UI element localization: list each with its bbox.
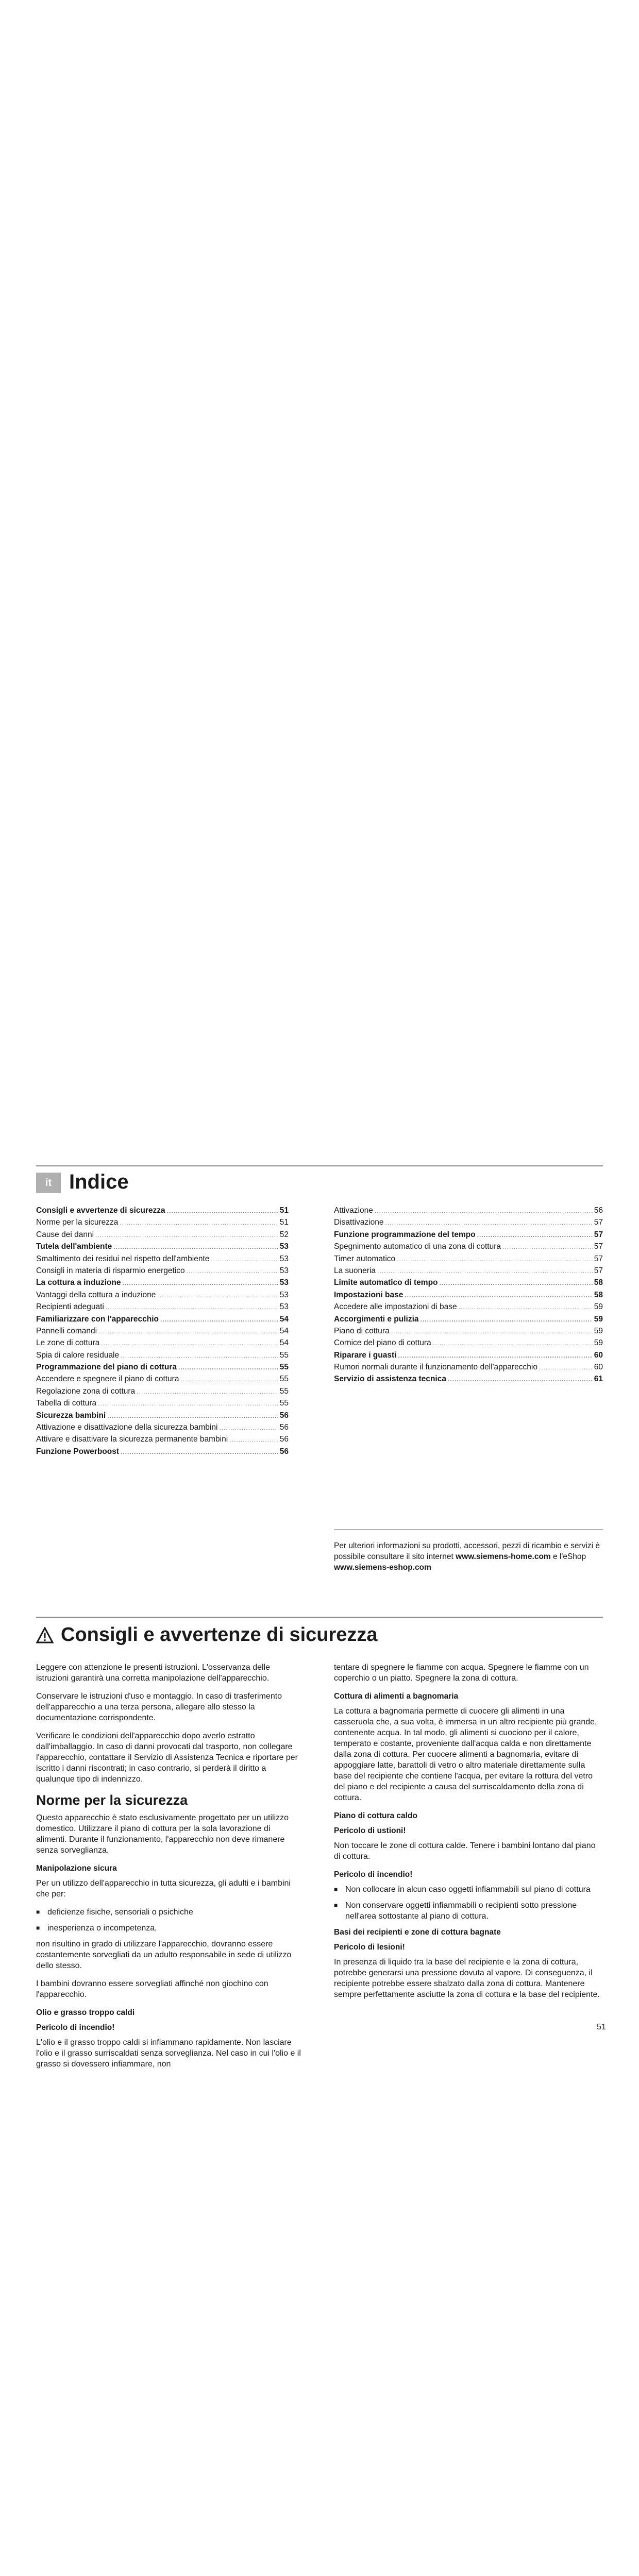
- toc-entry-title: Funzione Powerboost: [36, 1447, 120, 1456]
- index-title: Indice: [69, 1171, 129, 1193]
- toc-entry[interactable]: [334, 1205, 603, 1216]
- toc-entry[interactable]: [334, 1265, 603, 1277]
- siemens-eshop-link[interactable]: www.siemens-eshop.com: [334, 1563, 431, 1572]
- heading-pericolo-lesioni: Pericolo di lesioni!: [334, 1943, 405, 1952]
- toc-leader-dots: [405, 1290, 592, 1301]
- toc-leader-dots: [229, 1434, 278, 1446]
- toc-entry-page: 57: [594, 1266, 603, 1275]
- toc-leader-dots: [398, 1350, 592, 1362]
- toc-entry-page: 55: [279, 1375, 289, 1384]
- toc-leader-dots: [98, 1398, 278, 1410]
- toc-entry[interactable]: [36, 1289, 289, 1301]
- toc-entry-page: 57: [594, 1218, 603, 1227]
- toc-entry-page: 59: [594, 1314, 603, 1324]
- toc-entry-title: Rumori normali durante il funzionamento dell'apparecchio: [334, 1363, 537, 1372]
- toc-entry-page: 57: [594, 1230, 603, 1239]
- toc-entry-title: Sicurezza bambini: [36, 1411, 106, 1420]
- toc-entry-title: Timer automatico: [334, 1254, 396, 1263]
- toc-entry[interactable]: [36, 1253, 289, 1265]
- toc-leader-dots: [107, 1410, 278, 1422]
- toc-entry-title: Pannelli comandi: [36, 1326, 97, 1335]
- section-title: [36, 1624, 378, 1646]
- toc-entry-page: 53: [279, 1242, 289, 1251]
- toc-entry-title: La cottura a induzione: [36, 1278, 121, 1287]
- toc-leader-dots: [98, 1326, 278, 1337]
- toc-entry-page: 53: [279, 1266, 289, 1275]
- bullet-item: ■ inesperienza o incompetenza,: [36, 1923, 301, 1934]
- toc-leader-dots: [95, 1229, 278, 1241]
- toc-entry[interactable]: [334, 1337, 603, 1349]
- siemens-home-link[interactable]: www.siemens-home.com: [456, 1552, 551, 1561]
- toc-entry-page: 54: [279, 1326, 289, 1335]
- toc-leader-dots: [433, 1337, 593, 1349]
- toc-leader-dots: [440, 1277, 593, 1289]
- toc-entry-title: Cornice del piano di cottura: [334, 1338, 431, 1348]
- heading-piano-caldo: Piano di cottura caldo: [334, 1811, 417, 1820]
- toc-entry-page: 57: [594, 1242, 603, 1251]
- toc-entry-title: Attivazione e disattivazione della sicurezza bambini: [36, 1423, 218, 1432]
- toc-entry-title: Spia di calore residuale: [36, 1350, 120, 1360]
- toc-entry-page: 57: [594, 1254, 603, 1263]
- toc-entry-title: Impostazioni base: [334, 1290, 403, 1299]
- bullet-item: ■ Non collocare in alcun caso oggetti infiammabili sul piano di cottura: [334, 1884, 602, 1895]
- paragraph: Non toccare le zone di cottura calde. Tenere i bambini lontano dal piano di cottura.: [334, 1841, 596, 1861]
- warning-icon: [36, 1627, 54, 1643]
- paragraph: non risultino in grado di utilizzare l'apparecchio, dovranno essere costantemente sorvegliati da un adulto responsabile in sede di utilizzo dello stesso.: [36, 1940, 292, 1970]
- paragraph: La cottura a bagnomaria permette di cuocere gli alimenti in una casseruola che, a sua volta, è immersa in un altro recipiente più grande, contenente acqua. In tal modo, gli alimenti si cuociono per il calore, temperato e costante, proveniente dall'acqua calda e non direttamente dalla zona di cottura. Per cuocere alimenti a bagnomaria, evitare di appoggiare latte, barattoli di vetro o altro materiale direttamente sulla base del recipiente che contiene l'acqua, per evitare la rottura del vetro del piano e del recipiente a causa del surriscaldamento della zona di cottura.: [334, 1707, 597, 1802]
- toc-entry-title: Recipienti adeguati: [36, 1302, 104, 1312]
- toc-entry[interactable]: [36, 1433, 289, 1445]
- toc-entry-title: Familiarizzare con l'apparecchio: [36, 1314, 159, 1324]
- toc-leader-dots: [121, 1350, 278, 1362]
- toc-entry-page: 55: [279, 1399, 289, 1408]
- toc-entry-page: 59: [594, 1326, 603, 1335]
- toc-leader-dots: [178, 1362, 278, 1374]
- toc-entry[interactable]: [334, 1361, 603, 1373]
- toc-entry-page: 54: [279, 1338, 289, 1348]
- heading-pericolo-incendio: Pericolo di incendio!: [334, 1870, 413, 1879]
- toc-entry[interactable]: [36, 1265, 289, 1277]
- toc-entry-title: Le zone di cottura: [36, 1338, 100, 1348]
- toc-entry-page: 53: [279, 1302, 289, 1312]
- toc-entry-title: Accendere e spegnere il piano di cottura: [36, 1375, 179, 1384]
- toc-entry[interactable]: [36, 1205, 289, 1216]
- info-mid: e l'eShop: [550, 1552, 586, 1561]
- toc-entry[interactable]: [36, 1216, 289, 1228]
- toc-entry-title: Cause dei danni: [36, 1230, 94, 1239]
- toc-leader-dots: [122, 1277, 278, 1289]
- toc-entry-title: Accedere alle impostazioni di base: [334, 1302, 457, 1312]
- toc-entry-title: La suoneria: [334, 1266, 376, 1275]
- toc-leader-dots: [397, 1253, 593, 1265]
- toc-entry-page: 56: [279, 1423, 289, 1432]
- toc-entry-page: 60: [594, 1350, 603, 1360]
- toc-entry-page: 59: [594, 1302, 603, 1312]
- toc-entry-page: 53: [279, 1254, 289, 1263]
- toc-entry[interactable]: [36, 1229, 289, 1241]
- toc-leader-dots: [121, 1446, 278, 1458]
- toc-entry-page: 56: [279, 1435, 289, 1444]
- index-top-rule: [36, 1165, 603, 1166]
- toc-leader-dots: [385, 1217, 593, 1229]
- toc-entry-page: 59: [594, 1338, 603, 1348]
- bullet-item: ■ deficienze fisiche, sensoriali o psichiche: [36, 1907, 301, 1918]
- toc-entry-page: 54: [279, 1314, 289, 1324]
- info-rule: [334, 1529, 603, 1530]
- toc-entry-title: Norme per la sicurezza: [36, 1218, 119, 1227]
- toc-entry-title: Funzione programmazione del tempo: [334, 1230, 476, 1239]
- paragraph: Leggere con attenzione le presenti istruzioni. L'osservanza delle istruzioni garantirà una corretta manipolazione dell'apparecchio.: [36, 1663, 270, 1683]
- toc-entry-title: Attivare e disattivare la sicurezza permanente bambini: [36, 1435, 228, 1444]
- toc-entry[interactable]: [36, 1446, 289, 1458]
- language-badge: it: [36, 1173, 61, 1193]
- toc-entry-page: 51: [279, 1218, 289, 1227]
- paragraph: Questo apparecchio è stato esclusivamente progettato per un utilizzo domestico. Utilizzare il piano di cottura per la sola lavorazione di alimenti. Durante il funzionamento, l'apparecchio non deve rimanere senza sorveglianza.: [36, 1814, 289, 1855]
- heading-pericolo-incendio: Pericolo di incendio!: [36, 2023, 115, 2032]
- toc-entry[interactable]: [36, 1373, 289, 1385]
- toc-entry-title: Accorgimenti e pulizia: [334, 1314, 419, 1324]
- toc-entry-page: 56: [594, 1206, 603, 1215]
- paragraph: Verificare le condizioni dell'apparecchio dopo averlo estratto dall'imballaggio. In caso di danni provocati dal trasporto, non collegare l'apparecchio, contattare il Servizio di Assistenza Tecnica e riportare per iscritto i danni riscontrati; in caso contrario, si perderà il diritto a qualunque tipo di indennizzo.: [36, 1732, 298, 1784]
- toc-entry-title: Consigli in materia di risparmio energetico: [36, 1266, 185, 1275]
- toc-entry-title: Limite automatico di tempo: [334, 1278, 438, 1287]
- toc-entry-title: Consigli e avvertenze di sicurezza: [36, 1206, 165, 1215]
- toc-entry[interactable]: [334, 1277, 603, 1289]
- heading-basi-recipienti: Basi dei recipienti e zone di cottura bagnate: [334, 1928, 501, 1937]
- toc-leader-dots: [157, 1290, 278, 1301]
- toc-entry-page: 51: [279, 1206, 289, 1215]
- toc-leader-dots: [167, 1205, 278, 1217]
- section-title-text: Consigli e avvertenze di sicurezza: [61, 1624, 378, 1646]
- toc-entry[interactable]: [36, 1349, 289, 1361]
- toc-entry-title: Disattivazione: [334, 1218, 384, 1227]
- toc-entry-title: Tutela dell'ambiente: [36, 1242, 112, 1251]
- toc-entry[interactable]: [334, 1349, 603, 1361]
- toc-leader-dots: [448, 1374, 593, 1385]
- toc-entry[interactable]: [334, 1325, 603, 1337]
- toc-leader-dots: [120, 1217, 278, 1229]
- toc-entry-page: 55: [279, 1363, 289, 1372]
- toc-entry-title: Riparare i guasti: [334, 1350, 397, 1360]
- heading-pericolo-ustioni: Pericolo di ustioni!: [334, 1826, 406, 1835]
- toc-leader-dots: [502, 1241, 593, 1253]
- section-top-rule: [36, 1617, 603, 1618]
- heading-olio-grasso: Olio e grasso troppo caldi: [36, 2008, 135, 2017]
- toc-entry[interactable]: [334, 1313, 603, 1325]
- toc-entry-title: Attivazione: [334, 1206, 373, 1215]
- paragraph: tentare di spegnere le fiamme con acqua. Spegnere le fiamme con un coperchio o un piatto. Spegnere la zona di cottura.: [334, 1663, 589, 1683]
- toc-entry-page: 56: [279, 1411, 289, 1420]
- body-right-column: [334, 1662, 602, 2007]
- toc-leader-dots: [101, 1337, 278, 1349]
- toc-leader-dots: [180, 1374, 278, 1385]
- toc-entry[interactable]: [36, 1385, 289, 1397]
- toc-entry-page: 56: [279, 1447, 289, 1456]
- toc-entry[interactable]: [334, 1216, 603, 1228]
- toc-entry[interactable]: [36, 1301, 289, 1313]
- toc-entry[interactable]: [36, 1421, 289, 1433]
- page-number: 51: [597, 2023, 606, 2031]
- toc-entry[interactable]: [334, 1241, 603, 1252]
- toc-leader-dots: [375, 1205, 593, 1217]
- toc-entry[interactable]: [334, 1229, 603, 1241]
- toc-entry-page: 52: [279, 1230, 289, 1239]
- toc-leader-dots: [421, 1314, 593, 1326]
- toc-entry-page: 53: [279, 1290, 289, 1299]
- toc-entry-title: Vantaggi della cottura a induzione: [36, 1290, 156, 1299]
- toc-leader-dots: [477, 1229, 593, 1241]
- toc-entry[interactable]: [36, 1410, 289, 1421]
- toc-leader-dots: [106, 1301, 278, 1313]
- toc-entry[interactable]: [334, 1301, 603, 1313]
- heading-manipolazione: Manipolazione sicura: [36, 1864, 117, 1873]
- toc-leader-dots: [137, 1386, 278, 1398]
- toc-entry-page: 60: [594, 1363, 603, 1372]
- toc-entry[interactable]: [334, 1373, 603, 1385]
- toc-left-column: [36, 1205, 289, 1458]
- toc-entry-page: 55: [279, 1350, 289, 1360]
- paragraph: L'olio e il grasso troppo caldi si infiammano rapidamente. Non lasciare l'olio e il grasso surriscaldati senza sorveglianza. Nel caso in cui l'olio e il grasso si dovessero infiammare, non: [36, 2038, 301, 2069]
- toc-entry-title: Regolazione zona di cottura: [36, 1386, 136, 1396]
- toc-leader-dots: [377, 1265, 593, 1277]
- info-text: Per ulteriori informazioni su prodotti, accessori, pezzi di ricambio e servizi è possibile consultare il sito internet: [334, 1541, 600, 1561]
- paragraph: Per un utilizzo dell'apparecchio in tutta sicurezza, gli adulti e i bambini che per:: [36, 1879, 291, 1899]
- toc-entry-page: 58: [594, 1278, 603, 1287]
- toc-entry-title: Programmazione del piano di cottura: [36, 1363, 177, 1372]
- toc-entry-page: 55: [279, 1386, 289, 1396]
- toc-leader-dots: [539, 1362, 593, 1374]
- toc-entry[interactable]: [36, 1277, 289, 1289]
- toc-entry-title: Smaltimento dei residui nel rispetto dell'ambiente: [36, 1254, 210, 1263]
- heading-norme-sicurezza: Norme per la sicurezza: [36, 1792, 188, 1808]
- paragraph: In presenza di liquido tra la base del recipiente e la zona di cottura, potrebbe generarsi una pressione dovuta al vapore. Di conseguenza, il recipiente potrebbe essere sbalzato dalla zona di cottura. Mantenere sempre perfettamente asciutte la zona di cottura e la base del recipiente.: [334, 1958, 600, 1999]
- bullet-item: ■ Non conservare oggetti infiammabili o recipienti sotto pressione nell'area sottostante al piano di cottura.: [334, 1900, 602, 1922]
- toc-leader-dots: [219, 1422, 278, 1434]
- toc-leader-dots: [211, 1253, 278, 1265]
- paragraph: Conservare le istruzioni d'uso e montaggio. In caso di trasferimento dell'apparecchio a una terza persona, allegare allo stesso la documentazione corrispondente.: [36, 1692, 282, 1722]
- toc-leader-dots: [459, 1301, 593, 1313]
- toc-right-column: [334, 1205, 603, 1385]
- toc-leader-dots: [160, 1314, 278, 1326]
- toc-leader-dots: [113, 1241, 278, 1253]
- toc-entry-page: 58: [594, 1290, 603, 1299]
- toc-entry-title: Piano di cottura: [334, 1326, 390, 1335]
- toc-entry[interactable]: [36, 1361, 289, 1373]
- toc-leader-dots: [187, 1265, 278, 1277]
- body-left-column: [36, 1662, 301, 2077]
- toc-entry[interactable]: [36, 1325, 289, 1337]
- heading-bagnomaria: Cottura di alimenti a bagnomaria: [334, 1692, 459, 1701]
- toc-entry[interactable]: [36, 1397, 289, 1409]
- toc-entry-title: Tabella di cottura: [36, 1399, 97, 1408]
- paragraph: I bambini dovranno essere sorvegliati affinché non giochino con l'apparecchio.: [36, 1979, 268, 1999]
- toc-entry-page: 53: [279, 1278, 289, 1287]
- toc-entry-title: Spegnimento automatico di una zona di cottura: [334, 1242, 501, 1251]
- toc-entry[interactable]: [334, 1289, 603, 1301]
- toc-entry[interactable]: [334, 1253, 603, 1265]
- toc-entry-page: 61: [594, 1375, 603, 1384]
- toc-entry[interactable]: [36, 1337, 289, 1349]
- toc-entry[interactable]: [36, 1313, 289, 1325]
- info-note: [334, 1540, 602, 1573]
- toc-entry-title: Servizio di assistenza tecnica: [334, 1375, 446, 1384]
- toc-entry[interactable]: [36, 1241, 289, 1252]
- toc-leader-dots: [391, 1326, 593, 1337]
